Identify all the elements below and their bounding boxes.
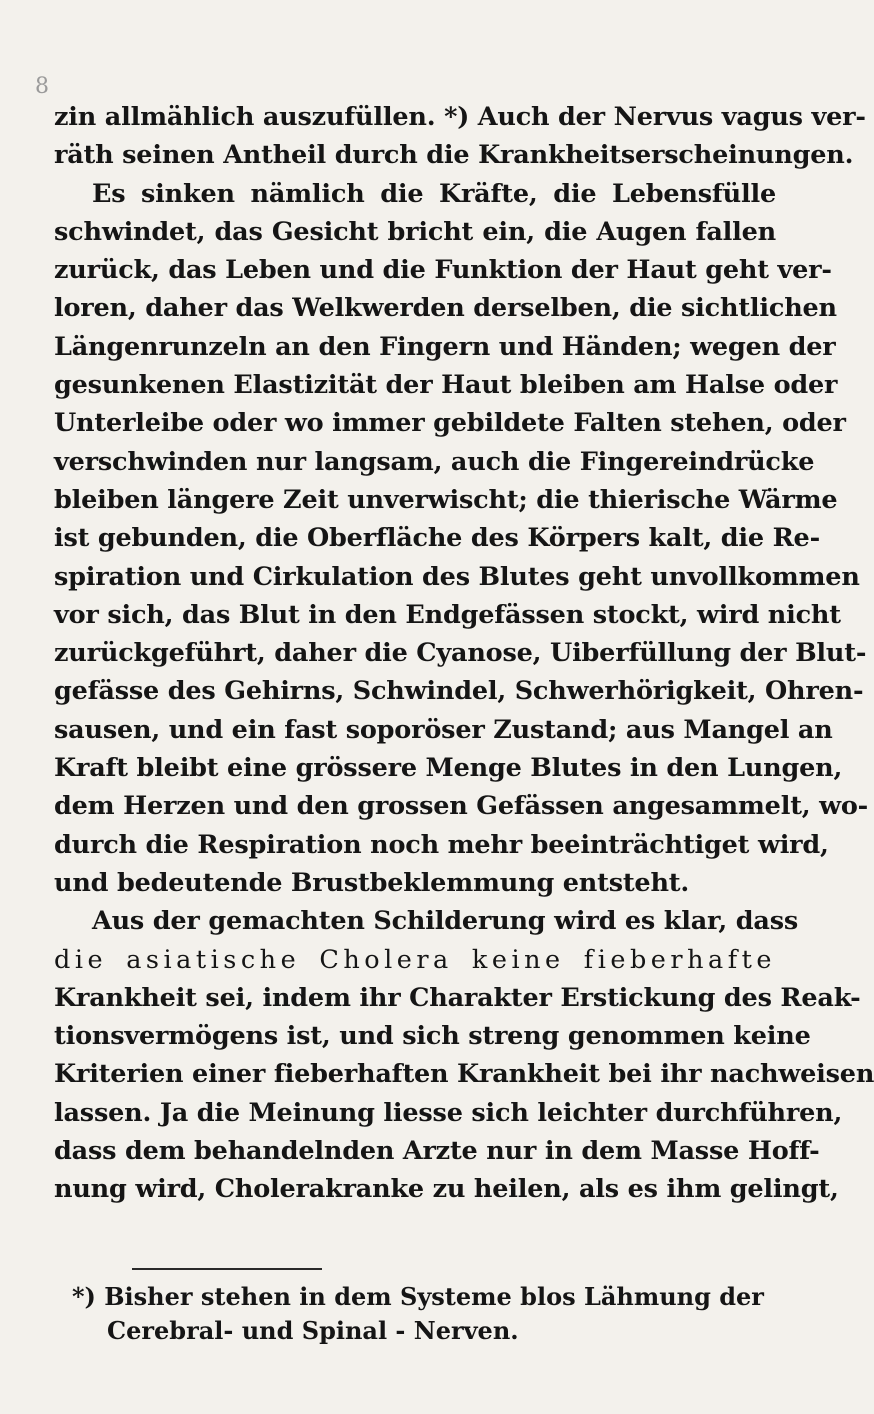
text-line: schwindet, das Gesicht bricht ein, die Augen fallen [54,216,776,247]
text-line: spiration und Cirkulation des Blutes geht unvollkommen [54,561,860,592]
text-line: durch die Respiration noch mehr beeinträchtiget wird, [54,829,829,860]
text-line: sausen, und ein fast soporöser Zustand; aus Mangel an [54,714,833,745]
text-line: nung wird, Cholerakranke zu heilen, als es ihm gelingt, [54,1174,839,1205]
text-line: Kraft bleibt eine grössere Menge Blutes in den Lungen, [54,753,843,784]
text-line-emphasis: die asiatische Cholera keine fieberhafte [54,944,776,975]
text-line: Unterleibe oder wo immer gebildete Falten stehen, oder [54,408,846,439]
text-line: ist gebunden, die Oberfläche des Körpers kalt, die Re- [54,523,820,554]
text-line: zin allmählich auszufüllen. *) Auch der Nervus vagus ver- [54,102,866,132]
text-line: tionsvermögens ist, und sich streng genommen keine [54,1021,811,1052]
text-line: Es sinken nämlich die Kräfte, die Lebensfülle [92,178,776,209]
text-line: bleiben längere Zeit unverwischt; die thierische Wärme [54,484,838,515]
page-number: 8 [35,74,49,99]
text-line: zurückgeführt, daher die Cyanose, Uiberfüllung der Blut- [54,638,867,669]
text-line: räth seinen Antheil durch die Krankheitserscheinungen. [54,140,854,171]
text-line: verschwinden nur langsam, auch die Fingereindrücke [54,446,815,477]
text-line: zurück, das Leben und die Funktion der Haut geht ver- [54,255,832,286]
text-line: gefässe des Gehirns, Schwindel, Schwerhörigkeit, Ohren- [54,676,864,707]
text-line: gesunkenen Elastizität der Haut bleiben am Halse oder [54,370,838,401]
body-text [54,98,874,1209]
footnote-line: Cerebral- und Spinal - Nerven. [107,1316,519,1345]
text-line: Aus der gemachten Schilderung wird es klar, dass [92,906,799,937]
text-line: und bedeutende Brustbeklemmung entsteht. [54,867,690,898]
footnote-line: *) Bisher stehen in dem Systeme blos Lähmung der [72,1282,764,1311]
footnote-divider [132,1268,322,1270]
footnote [72,1280,764,1348]
text-line: Längenrunzeln an den Fingern und Händen; wegen der [54,331,836,362]
text-line: vor sich, das Blut in den Endgefässen stockt, wird nicht [54,599,841,630]
text-line: Kriterien einer fieberhaften Krankheit bei ihr nachweisen [54,1059,874,1090]
text-line: dem Herzen und den grossen Gefässen angesammelt, wo- [54,791,869,822]
text-line: loren, daher das Welkwerden derselben, die sichtlichen [54,293,837,324]
text-line: Krankheit sei, indem ihr Charakter Erstickung des Reak- [54,982,861,1013]
text-line: dass dem behandelnden Arzte nur in dem Masse Hoff- [54,1136,820,1167]
text-line: lassen. Ja die Meinung liesse sich leichter durchführen, [54,1097,843,1128]
